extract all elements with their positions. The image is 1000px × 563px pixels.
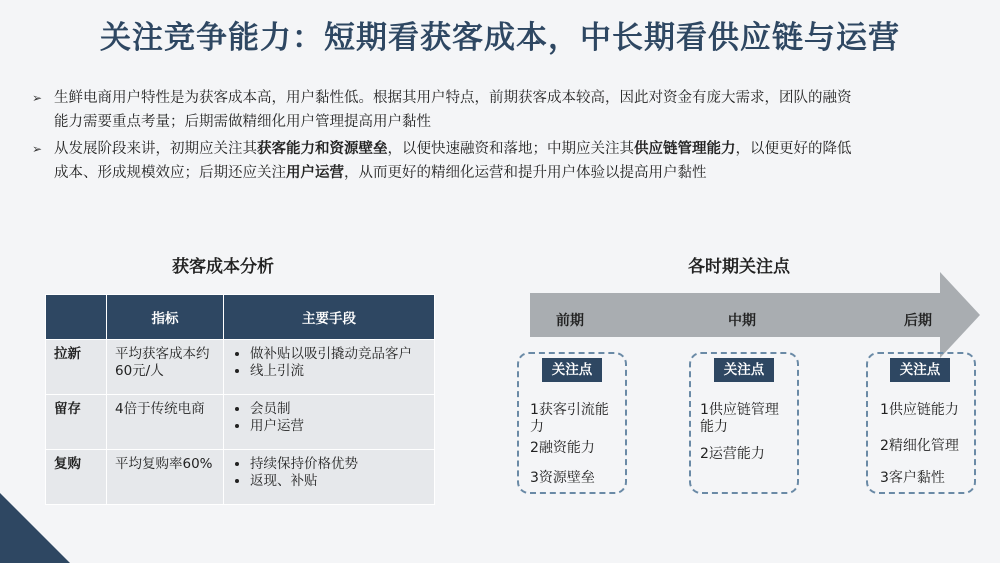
focus-tag: 关注点 <box>542 358 602 382</box>
arrow-bullet-icon: ➢ <box>32 142 43 156</box>
row-means <box>224 450 435 505</box>
focus-tag: 关注点 <box>714 358 774 382</box>
bullet-text: ，以便快速融资和落地；中期应关注其 <box>387 141 634 157</box>
focus-item: 1供应链能力 <box>880 402 959 418</box>
focus-item: 2精细化管理 <box>880 438 959 454</box>
row-means <box>224 395 435 450</box>
table-header: 主要手段 <box>224 295 435 340</box>
bullet-text: 能力需要重点考量；后期需做精细化用户管理提高用户黏性 <box>54 114 431 130</box>
means-item: • 用户运营 <box>250 418 426 435</box>
row-indicator: 平均复购率60% <box>107 450 224 505</box>
phases-title: 各时期关注点 <box>688 257 790 277</box>
phase-label-late: 后期 <box>904 313 932 329</box>
focus-item: 3资源壁垒 <box>530 470 595 486</box>
means-item: • 线上引流 <box>250 363 426 380</box>
table-row <box>46 395 435 450</box>
phase-label-mid: 中期 <box>728 313 756 329</box>
bullet-text: ，以便更好的降低 <box>735 141 852 157</box>
bullet-emphasis: 用户运营 <box>286 165 344 181</box>
bullet-text: 生鲜电商用户特性是为获客成本高，用户黏性低。根据其用户特点，前期获客成本较高，因此对资金有庞大需求，团队的融资 <box>54 90 852 106</box>
slide-title: 关注竞争能力：短期看获客成本，中长期看供应链与运营 <box>100 20 900 56</box>
arrow-bullet-icon: ➢ <box>32 91 43 105</box>
row-label: 留存 <box>46 395 107 450</box>
bullet-text: 成本、形成规模效应；后期还应关注 <box>54 165 286 181</box>
bullet-text: ，从而更好的精细化运营和提升用户体验以提高用户黏性 <box>344 165 707 181</box>
row-means <box>224 340 435 395</box>
focus-item: 2运营能力 <box>700 446 765 462</box>
row-indicator: 平均获客成本约60元/人 <box>107 340 224 395</box>
focus-item: 3客户黏性 <box>880 470 945 486</box>
bullet-emphasis: 供应链管理能力 <box>634 141 736 157</box>
focus-tag: 关注点 <box>890 358 950 382</box>
bullet-item <box>28 86 988 134</box>
means-item: • 会员制 <box>250 401 426 418</box>
timeline-arrow-head <box>940 272 980 358</box>
means-item: • 做补贴以吸引撬动竞品客户 <box>250 346 426 363</box>
cost-table <box>45 294 435 505</box>
bullet-list <box>28 86 988 188</box>
row-label: 拉新 <box>46 340 107 395</box>
means-item: • 持续保持价格优势 <box>250 456 426 473</box>
focus-item: 1获客引流能力 <box>530 402 609 435</box>
table-header <box>46 295 107 340</box>
means-item: • 返现、补贴 <box>250 473 426 490</box>
table-row <box>46 450 435 505</box>
bullet-text: 从发展阶段来讲，初期应关注其 <box>54 141 257 157</box>
bullet-item <box>28 137 988 185</box>
table-row <box>46 340 435 395</box>
phase-label-early: 前期 <box>556 313 584 329</box>
bullet-emphasis: 获客能力和资源壁垒 <box>257 141 388 157</box>
row-indicator: 4倍于传统电商 <box>107 395 224 450</box>
table-header-row <box>46 295 435 340</box>
table-header: 指标 <box>107 295 224 340</box>
cost-analysis-title: 获客成本分析 <box>172 257 274 277</box>
focus-item: 1供应链管理能力 <box>700 402 779 435</box>
row-label: 复购 <box>46 450 107 505</box>
focus-item: 2融资能力 <box>530 440 595 456</box>
